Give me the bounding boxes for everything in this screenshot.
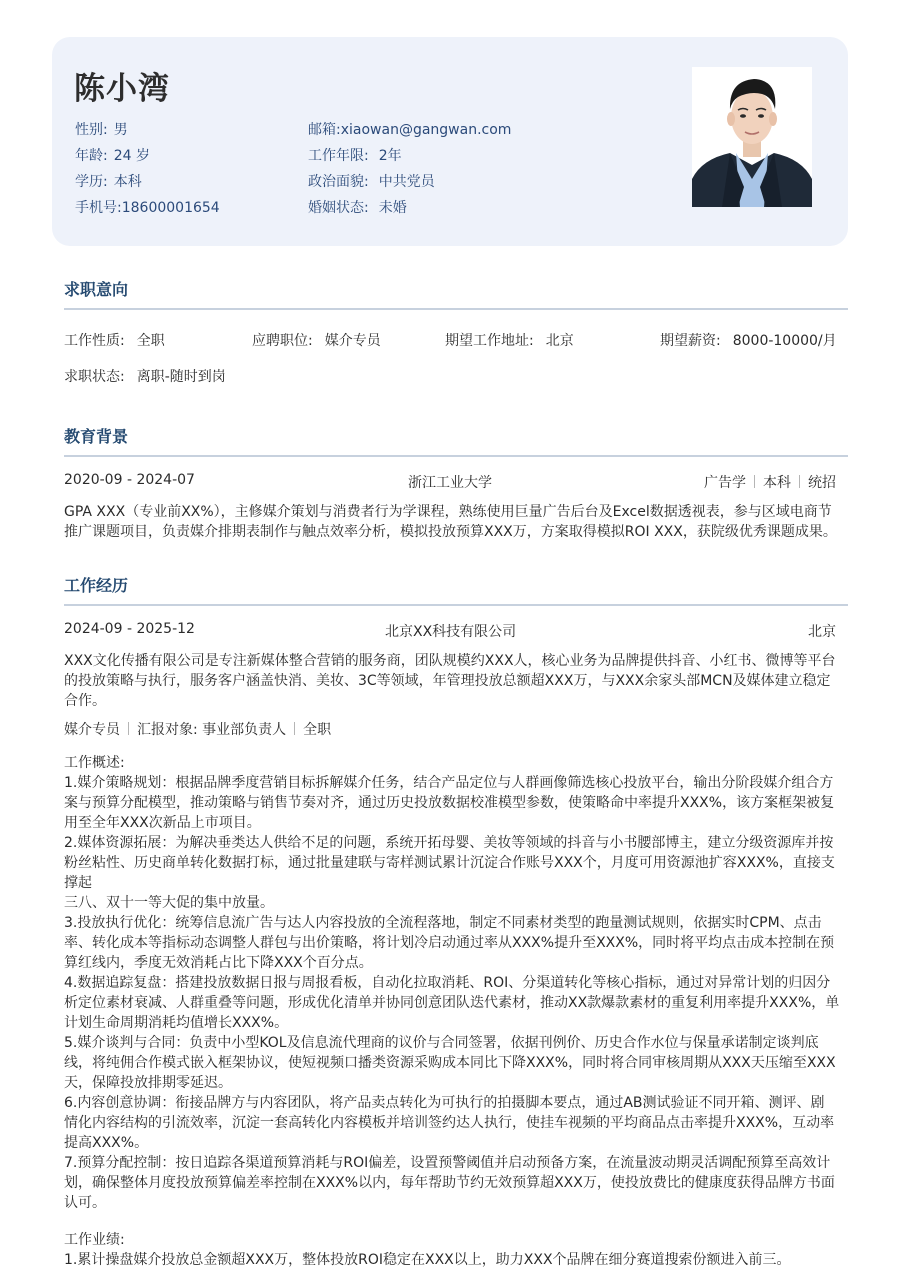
overview-line: 1.媒介策略规划：根据品牌季度营销目标拆解媒介任务，结合产品定位与人群画像筛选核心投放平台，输出分阶段媒介组合方 (64, 775, 834, 791)
candidate-name: 陈小湾 (74, 71, 170, 107)
overview-line: 算红线内，季度无效消耗占比下降XXX个百分点。 (64, 955, 373, 971)
years-value: 2年 (378, 148, 402, 164)
overview-line: 析定位素材衰减、人群重叠等问题，形成优化清单并协同创意团队迭代素材，推动XX款爆款素材的重复利用率提升XXX%，单 (64, 995, 840, 1011)
job-type (64, 330, 165, 350)
education-tags (704, 472, 836, 492)
work-divider (64, 604, 848, 606)
achievement-line: 1.累计操盘媒介投放总金额超XXX万，整体投放ROI稳定在XXX以上，助力XXX个品牌在细分赛道搜索份额进入前三。 (64, 1252, 791, 1268)
intent-divider (64, 308, 848, 310)
company-description (64, 651, 840, 711)
job-location (445, 330, 574, 350)
gender-label: 性别: (75, 122, 108, 138)
work-period: 2024-09 - 2025-12 (64, 621, 195, 637)
overview-line: 认可。 (64, 1195, 106, 1211)
tag-separator (799, 475, 800, 488)
job-position-label: 应聘职位: (252, 333, 313, 349)
job-salary (660, 330, 837, 350)
age-value: 24 岁 (113, 148, 150, 164)
tag-separator (128, 722, 129, 735)
overview-line: 率、转化成本等指标动态调整人群包与出价策略，将计划冷启动通过率从XXX%提升至XXX%，同时将平均点击成本控制在预 (64, 935, 835, 951)
education-label: 学历: (75, 174, 108, 190)
work-report-to: 汇报对象: 事业部负责人 (137, 722, 287, 738)
job-salary-value: 8000-10000/月 (732, 333, 837, 349)
profile-photo (692, 67, 812, 207)
basic-info-left (75, 117, 220, 221)
education-degree: 本科 (763, 475, 791, 491)
political-label: 政治面貌: (308, 174, 369, 190)
job-status (64, 366, 226, 386)
work-role: 媒介专员 (64, 722, 120, 738)
overview-line: 4.数据追踪复盘：搭建投放数据日报与周报看板，自动化拉取消耗、ROI、分渠道转化等核心指标，通过对异常计划的归因分 (64, 975, 831, 991)
phone-label: 手机号: (75, 200, 122, 216)
marital-label: 婚姻状态: (308, 200, 369, 216)
work-city: 北京 (808, 624, 836, 640)
work-job-type: 全职 (303, 722, 332, 738)
marital-value: 未婚 (378, 200, 407, 216)
overview-line: 3.投放执行优化：统筹信息流广告与达人内容投放的全流程落地，制定不同素材类型的跑量测试规则，依据实时CPM、点击 (64, 915, 822, 931)
political-value: 中共党员 (378, 174, 435, 190)
job-status-label: 求职状态: (64, 369, 125, 385)
gender-value: 男 (113, 122, 128, 138)
job-position (252, 330, 381, 350)
work-section-title: 工作经历 (64, 576, 129, 595)
phone-row (75, 195, 220, 221)
overview-line: 案与预算分配模型，推动策略与销售节奏对齐，通过历史投放数据校准模型参数，使策略命中率提升XXX%，该方案框架被复 (64, 795, 835, 811)
overview-line: 线，将纯佣合作模式嵌入框架协议，使短视频口播类资源采购成本同比下降XXX%，同时将合同审核周期从XXX天压缩至XXX (64, 1055, 836, 1071)
education-school: 浙江工业大学 (408, 475, 492, 491)
education-major: 广告学 (704, 475, 746, 491)
company-desc-line: XXX文化传播有限公司是专注新媒体整合营销的服务商，团队规模约XXX人，核心业务为品牌提供抖音、小红书、微博等平台 (64, 653, 836, 669)
age-row (75, 143, 220, 169)
basic-info-right (308, 117, 511, 221)
education-description (64, 502, 840, 542)
work-achievements (64, 1230, 840, 1270)
overview-line: 提高XXX%。 (64, 1135, 149, 1151)
phone-value: 18600001654 (121, 200, 220, 216)
education-row (75, 169, 220, 195)
overview-line: 用至全年XXX次新品上市项目。 (64, 815, 261, 831)
job-type-label: 工作性质: (64, 333, 125, 349)
company-desc-line: 的投放策略与执行，服务客户涵盖快消、美妆、3C等领域，年管理投放总额超XXX万，与XXX余家头部MCN及媒体建立稳定 (64, 673, 831, 689)
email-label: 邮箱: (308, 122, 341, 138)
overview-line: 6.内容创意协调：衔接品牌方与内容团队，将产品卖点转化为可执行的拍摄脚本要点，通过AB测试验证不同开箱、测评、剧 (64, 1095, 825, 1111)
overview-line: 划，确保整体月度投放预算偏差率控制在XXX%以内，每年帮助节约无效预算超XXX万，使投放费比的健康度获得品牌方书面 (64, 1175, 835, 1191)
work-overview (64, 753, 840, 1213)
overview-line: 7.预算分配控制：按日追踪各渠道预算消耗与ROI偏差，设置预警阈值并启动预备方案，在流量波动期灵活调配预算至高效计 (64, 1155, 831, 1171)
education-section-title: 教育背景 (64, 427, 129, 446)
overview-line: 2.媒体资源拓展：为解决垂类达人供给不足的问题，系统开拓母婴、美妆等领域的抖音与小书腰部博主，建立分级资源库并按 (64, 835, 834, 851)
email-value[interactable]: xiaowan@gangwan.com (340, 122, 512, 138)
job-salary-label: 期望薪资: (660, 333, 721, 349)
gender-row (75, 117, 220, 143)
intent-section-title: 求职意向 (64, 280, 129, 299)
overview-line: 天，保障投放排期零延迟。 (64, 1075, 232, 1091)
marital-row (308, 195, 511, 221)
overview-line: 5.媒介谈判与合同：负责中小型KOL及信息流代理商的议价与合同签署，依据刊例价、历史合作水位与保量承诺制定谈判底 (64, 1035, 819, 1051)
overview-line: 撑起 (64, 875, 92, 891)
email-row (308, 117, 511, 143)
political-row (308, 169, 511, 195)
portrait-image (692, 67, 812, 207)
job-status-value: 离职-随时到岗 (136, 369, 226, 385)
work-company: 北京XX科技有限公司 (385, 624, 517, 640)
work-role-tags (64, 719, 331, 739)
age-label: 年龄: (75, 148, 108, 164)
education-desc-line: GPA XXX（专业前XX%），主修媒介策划与消费者行为学课程，熟练使用巨量广告后台及Excel数据透视表，参与区域电商节 (64, 504, 832, 520)
tag-separator (294, 722, 295, 735)
achievement-label: 工作业绩: (64, 1232, 125, 1248)
education-value: 本科 (113, 174, 142, 190)
job-location-label: 期望工作地址: (445, 333, 534, 349)
overview-line: 情化内容结构的引流效率，沉淀一套高转化内容模板并培训签约达人执行，使挂车视频的平均商品点击率提升XXX%，互动率 (64, 1115, 835, 1131)
education-divider (64, 455, 848, 457)
years-row (308, 143, 511, 169)
job-position-value: 媒介专员 (324, 333, 381, 349)
education-desc-line: 推广课题项目，负责媒介排期表制作与触点效率分析，模拟投放预算XXX万，方案取得模拟ROI XXX，获院级优秀课题成果。 (64, 524, 837, 540)
overview-line: 粉丝粘性、历史商单转化数据打标，通过批量建联与寄样测试累计沉淀合作账号XXX个，月度可用资源池扩容XXX%，直接支 (64, 855, 835, 871)
years-label: 工作年限: (308, 148, 369, 164)
overview-line: 三八、双十一等大促的集中放量。 (64, 895, 274, 911)
tag-separator (754, 475, 755, 488)
company-desc-line: 合作。 (64, 693, 106, 709)
profile-card (52, 37, 848, 246)
education-enroll: 统招 (808, 475, 836, 491)
overview-label: 工作概述: (64, 755, 125, 771)
education-period: 2020-09 - 2024-07 (64, 472, 195, 488)
job-location-value: 北京 (545, 333, 574, 349)
overview-line: 计划生命周期消耗均值增长XXX%。 (64, 1015, 289, 1031)
job-type-value: 全职 (136, 333, 165, 349)
